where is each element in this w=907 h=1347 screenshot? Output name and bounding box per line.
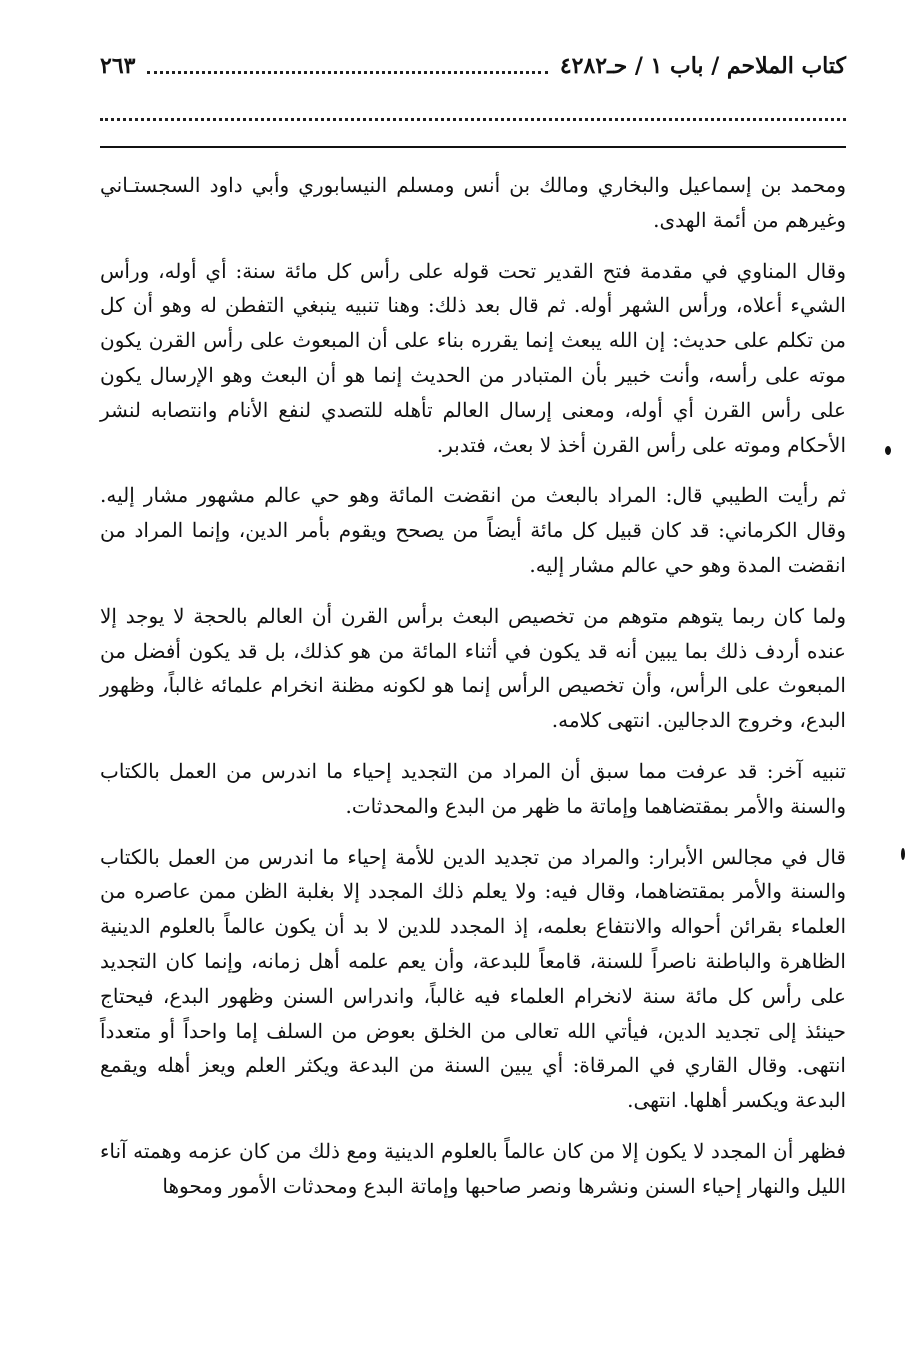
paragraph: فظهر أن المجدد لا يكون إلا من كان عالماً بالعلوم الدينية ومع ذلك من كان عزمه وهمته آناء الليل والنهار إحياء السنن ونشرها ونصر صاحبها وإماتة البدع ومحدثات الأمور ومحوها [100, 1138, 846, 1198]
horizontal-rule [100, 146, 846, 148]
margin-dot-mark [901, 848, 905, 860]
header-title: كتاب الملاحم / باب ١ / حـ٤٢٨٢ [559, 53, 846, 79]
header-dotted-leader [147, 71, 547, 74]
paragraph: ولما كان ربما يتوهم متوهم من تخصيص البعث برأس القرن أن العالم بالحجة لا يوجد إلا عنده أردف ذلك بما يبين أنه قد يكون في أثناء المائة من هو كذلك، بل قد يكون أفضل من المبعوث على الرأس، وأن تخصيص الرأس إنما هو لكونه مظنة انخرام علمائه غالباً، وظهور البدع، وخروج الدجالين. انتهى كلامه. [100, 603, 846, 733]
paragraph: تنبيه آخر: قد عرفت مما سبق أن المراد من التجديد إحياء ما اندرس من العمل بالكتاب والسنة والأمر بمقتضاهما وإماتة ما ظهر من البدع والمحدثات. [100, 758, 846, 818]
page-body [100, 168, 846, 1220]
dotted-separator [100, 118, 846, 121]
paragraph: ثم رأيت الطيبي قال: المراد بالبعث من انقضت المائة وهو حي عالم مشهور مشار إليه. وقال الكرماني: قد كان قبيل كل مائة أيضاً من يصحح ويقوم بأمر الدين، وإنما المراد من انقضت المدة وهو حي عالم مشار إليه. [100, 483, 846, 577]
page-number: ٢٦٣ [100, 53, 136, 79]
margin-dot-mark [885, 446, 891, 455]
running-header [100, 46, 846, 86]
paragraph: قال في مجالس الأبرار: والمراد من تجديد الدين للأمة إحياء ما اندرس من العمل بالكتاب والسنة والأمر بمقتضاهما، وقال فيه: ولا يعلم ذلك المجدد إلا بغلبة الظن ممن عاصره من العلماء بقرائن أحواله والانتفاع بعلمه، إذ المجدد للدين لا بد أن يكون عالماً بالعلوم الدينية الظاهرة والباطنة ناصراً للسنة، قامعاً للبدعة، وأن يعم علمه أهل زمانه، وإنما كان التجديد على رأس كل مائة سنة لانخرام العلماء فيه غالباً، واندراس السنن وظهور البدع، فيحتاج حينئذ إلى تجديد الدين، فيأتي الله تعالى من الخلق بعوض من السلف إما واحداً أو متعدداً انتهى. وقال القاري في المرقاة: أي يبين السنة من البدعة ويكثر العلم ويعز أهله ويقمع البدعة ويكسر أهلها. انتهى. [100, 844, 847, 1113]
paragraph: وقال المناوي في مقدمة فتح القدير تحت قوله على رأس كل مائة سنة: أي أوله، ورأس الشيء أعلاه، ورأس الشهر أوله. ثم قال بعد ذلك: وهنا تنبيه ينبغي التفطن له وهو أن كل من تكلم على حديث: إن الله يبعث إنما يقرره بناء على أن المبعوث على رأس القرن يكون موته على رأسه، وأنت خبير بأن المتبادر من الحديث إنما هو أن البعث وهو الإرسال يكون على رأس القرن أي أوله، ومعنى إرسال العالم تأهله للتصدي لنفع الأنام وانتصابه لنشر الأحكام وموته على رأس القرن أخذ لا بعث، فتدبر. [100, 258, 846, 457]
paragraph: ومحمد بن إسماعيل والبخاري ومالك بن أنس ومسلم النيسابوري وأبي داود السجستـاني وغيرهم من أئمة الهدى. [100, 173, 846, 232]
